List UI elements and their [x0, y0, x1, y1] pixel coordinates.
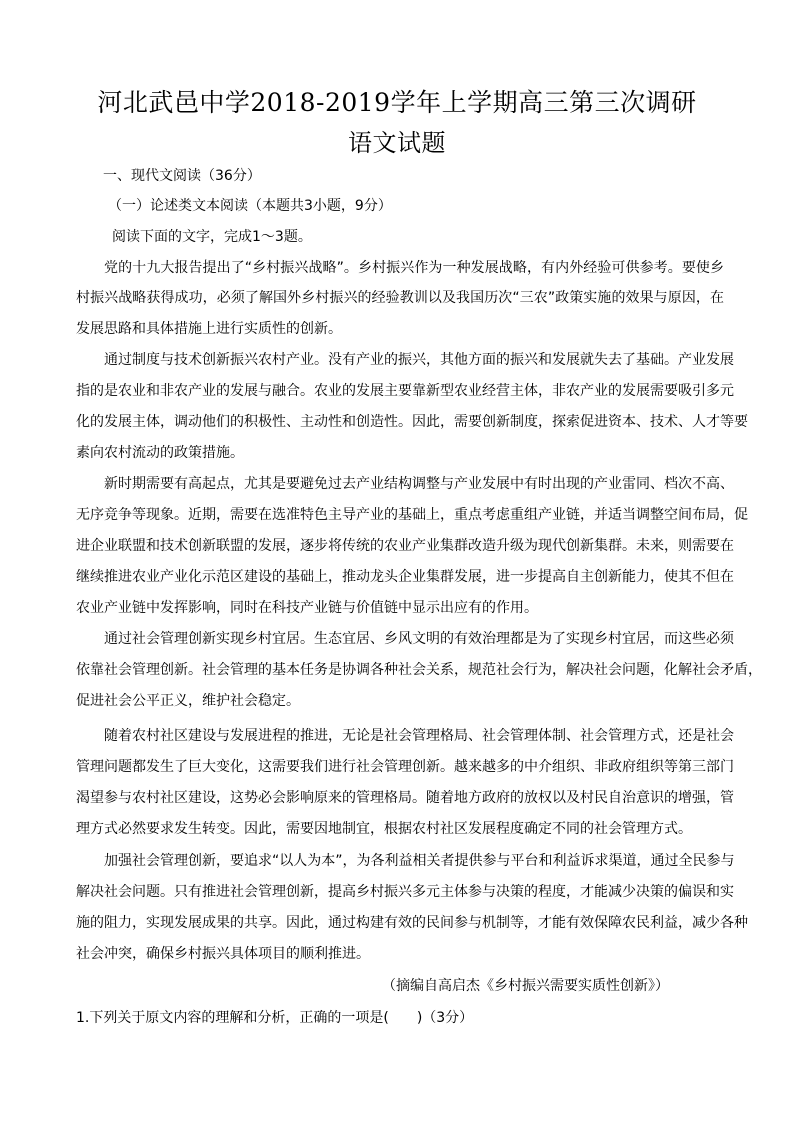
article-line: 党的十九大报告提出了“乡村振兴战略”。乡村振兴作为一种发展战略，有内外经验可供参考。要使乡: [104, 260, 724, 276]
article-line: 管理问题都发生了巨大变化，这需要我们进行社会管理创新。越来越多的中介组织、非政府组织等第三部门: [76, 759, 734, 775]
article-line: 素向农村流动的政策措施。: [76, 445, 244, 461]
article-line: 加强社会管理创新，要追求“以人为本”，为各利益相关者提供参与平台和利益诉求渠道，通过全民参与: [104, 853, 735, 869]
article-line: 渴望参与农村社区建设，这势必会影响原来的管理格局。随着地方政府的放权以及村民自治意识的增强，管: [76, 790, 734, 806]
question-1: 1.下列关于原文内容的理解和分析，正确的一项是( )（3分）: [76, 1010, 474, 1026]
article-line: 社会冲突，确保乡村振兴具体项目的顺利推进。: [76, 946, 370, 962]
article-line: 继续推进农业产业化示范区建设的基础上，推动龙头企业集群发展，进一步提高自主创新能力，使其不但在: [76, 569, 734, 585]
article-line: 促进社会公平正义，维护社会稳定。: [76, 693, 300, 709]
article-source: （摘编自高启杰《乡村振兴需要实质性创新》）: [382, 978, 669, 994]
article-line: 农业产业链中发挥影响，同时在科技产业链与价值链中显示出应有的作用。: [76, 600, 538, 616]
article-line: 发展思路和具体措施上进行实质性的创新。: [76, 321, 342, 337]
article-line: 无序竞争等现象。近期，需要在选准特色主导产业的基础上，重点考虑重组产业链，并适当调整空间布局，促: [76, 507, 748, 523]
article-line: 村振兴战略获得成功，必须了解国外乡村振兴的经验教训以及我国历次“三农”政策实施的效果与原因，在: [76, 290, 724, 306]
reading-instruction: 阅读下面的文字，完成1～3题。: [112, 229, 312, 245]
article-line: 通过制度与技术创新振兴农村产业。没有产业的振兴，其他方面的振兴和发展就失去了基础。产业发展: [104, 352, 734, 368]
section-heading: 一、现代文阅读（36分）: [103, 168, 261, 184]
article-line: 随着农村社区建设与发展进程的推进，无论是社会管理格局、社会管理体制、社会管理方式，还是社会: [104, 728, 734, 744]
article-line: 解决社会问题。只有推进社会管理创新，提高乡村振兴多元主体参与决策的程度，才能减少决策的偏误和实: [76, 884, 734, 900]
article-line: 进企业联盟和技术创新联盟的发展，逐步将传统的农业产业集群改造升级为现代创新集群。未来，则需要在: [76, 538, 734, 554]
exam-title: 河北武邑中学2018-2019学年上学期高三第三次调研: [97, 88, 697, 117]
article-line: 指的是农业和非农产业的发展与融合。农业的发展主要靠新型农业经营主体，非农产业的发展需要吸引多元: [76, 383, 734, 399]
article-line: 理方式必然要求发生转变。因此，需要因地制宜，根据农村社区发展程度确定不同的社会管理方式。: [76, 821, 692, 837]
subsection-heading: （一）论述类文本阅读（本题共3小题，9分）: [108, 198, 392, 214]
exam-subtitle: 语文试题: [348, 129, 446, 157]
article-line: 新时期需要有高起点，尤其是要避免过去产业结构调整与产业发展中有时出现的产业雷同、档次不高、: [104, 476, 734, 492]
article-line: 依靠社会管理创新。社会管理的基本任务是协调各种社会关系，规范社会行为，解决社会问题，化解社会矛盾，: [76, 662, 762, 678]
article-line: 施的阻力，实现发展成果的共享。因此，通过构建有效的民间参与机制等，才能有效保障农民利益，减少各种: [76, 915, 748, 931]
article-line: 通过社会管理创新实现乡村宜居。生态宜居、乡风文明的有效治理都是为了实现乡村宜居，而这些必须: [104, 631, 734, 647]
article-line: 化的发展主体，调动他们的积极性、主动性和创造性。因此，需要创新制度，探索促进资本、技术、人才等要: [76, 414, 748, 430]
